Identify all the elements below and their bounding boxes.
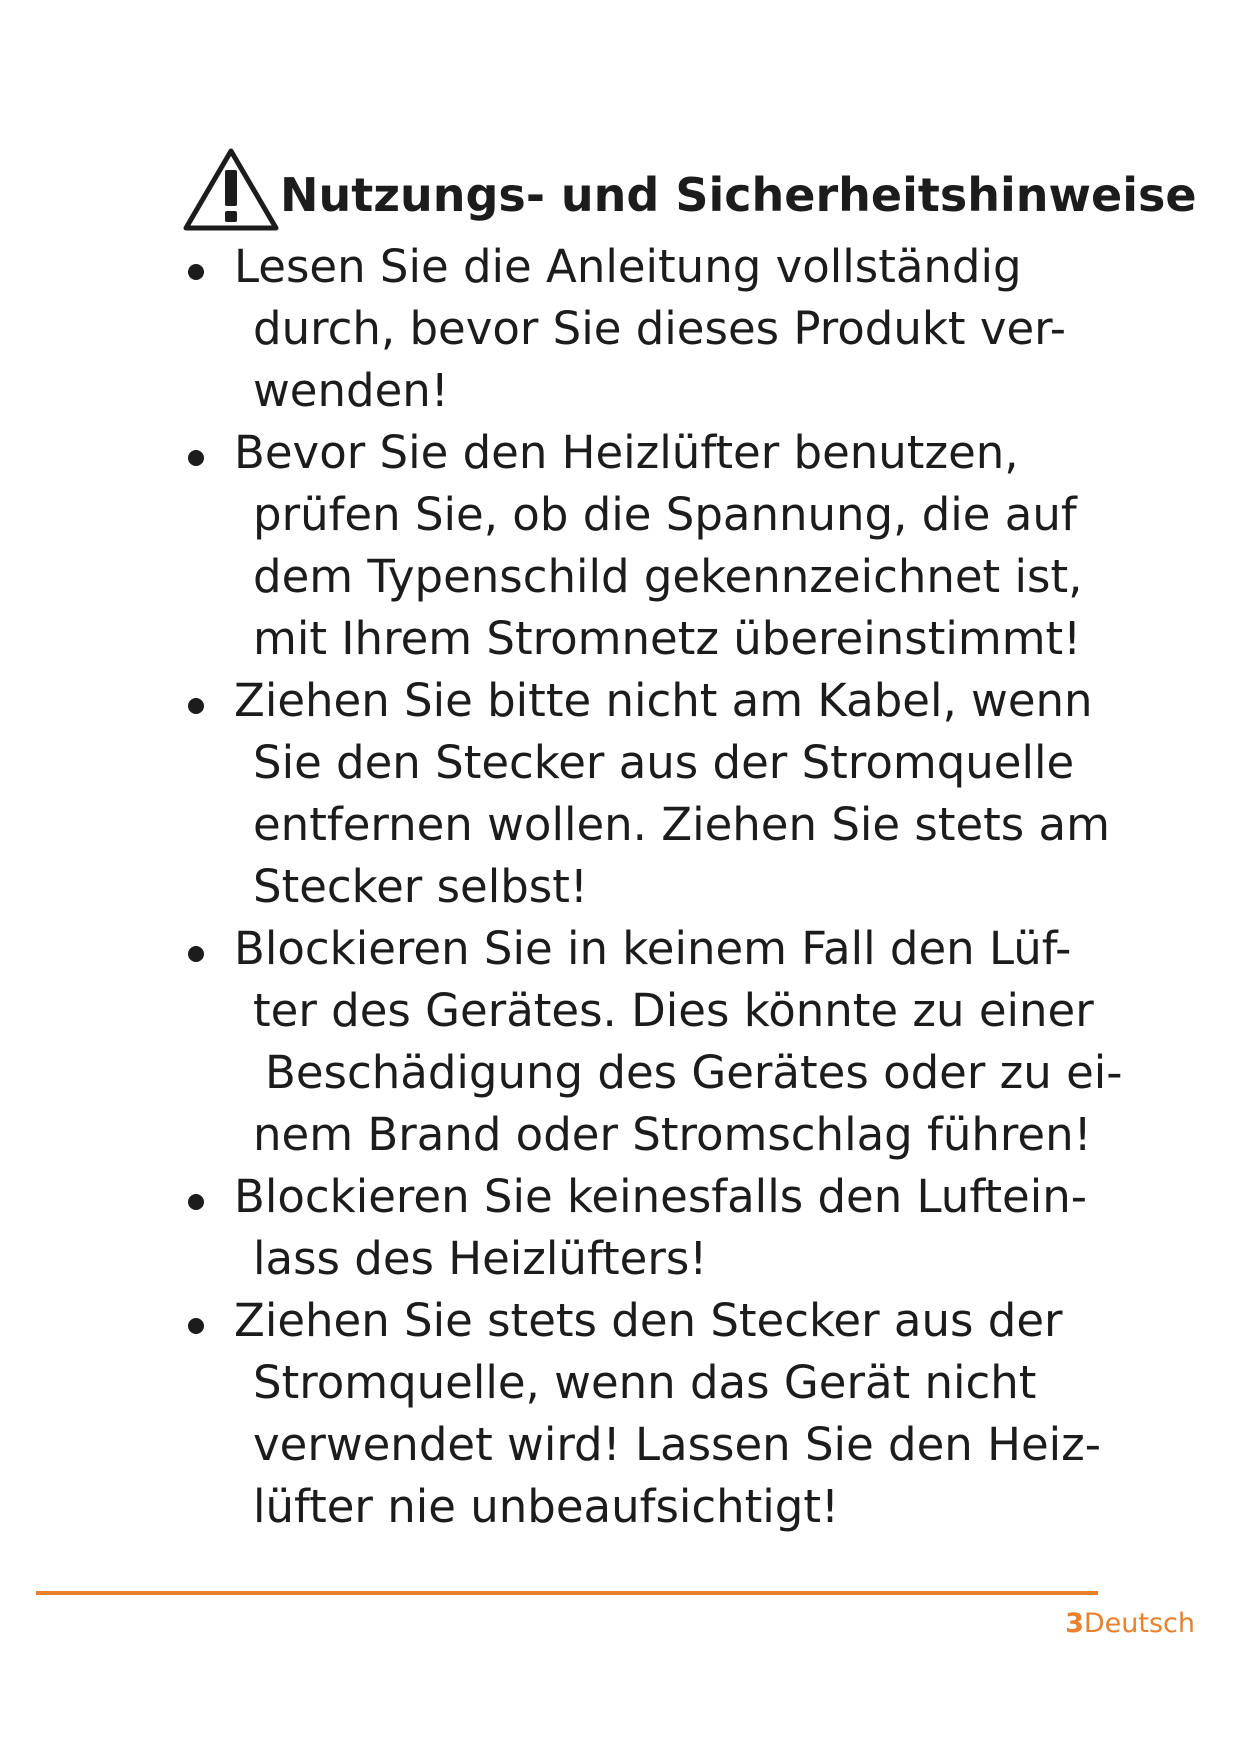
list-item (182, 1166, 1102, 1290)
item-line: Beschädigung des Gerätes oder zu ei- (265, 1046, 1123, 1099)
bullet-icon (188, 1194, 204, 1210)
item-line: Lesen Sie die Anleitung vollständig (234, 240, 1022, 293)
item-line: Blockieren Sie keinesfalls den Luftein- (234, 1170, 1087, 1223)
item-line: wenden! (253, 364, 449, 417)
list-item (182, 422, 1102, 670)
bullet-icon (188, 1318, 204, 1334)
list-item (182, 236, 1102, 422)
safety-instructions-list (182, 236, 1123, 1538)
list-item (182, 1290, 1102, 1538)
warning-triangle-icon (182, 146, 280, 232)
item-line: verwendet wird! Lassen Sie den Heiz- (253, 1418, 1102, 1471)
page-title: Nutzungs- und Sicherheitshinweise (280, 168, 1197, 222)
item-line: Blockieren Sie in keinem Fall den Lüf- (234, 922, 1072, 975)
bullet-icon (188, 698, 204, 714)
list-item (182, 918, 1123, 1166)
list-item (182, 670, 1110, 918)
item-line: Stromquelle, wenn das Gerät nicht (253, 1356, 1037, 1409)
item-line: Ziehen Sie bitte nicht am Kabel, wenn (234, 674, 1093, 727)
item-line: prüfen Sie, ob die Spannung, die auf (253, 488, 1077, 541)
section-heading (182, 146, 1197, 232)
item-line: entfernen wollen. Ziehen Sie stets am (253, 798, 1110, 851)
item-line: dem Typenschild gekennzeichnet ist, (253, 550, 1083, 603)
item-line: lüfter nie unbeaufsichtigt! (253, 1480, 840, 1533)
item-line: ter des Gerätes. Dies könnte zu einer (253, 984, 1094, 1037)
item-line: mit Ihrem Stromnetz übereinstimmt! (253, 612, 1082, 665)
item-line: lass des Heizlüfters! (253, 1232, 708, 1285)
item-line: nem Brand oder Stromschlag führen! (253, 1108, 1092, 1161)
page-footer-label (1065, 1608, 1195, 1639)
bullet-icon (188, 264, 204, 280)
bullet-icon (188, 450, 204, 466)
item-line: Sie den Stecker aus der Stromquelle (253, 736, 1075, 789)
item-line: durch, bevor Sie dieses Produkt ver- (253, 302, 1067, 355)
footer-language: Deutsch (1083, 1608, 1195, 1639)
item-line: Ziehen Sie stets den Stecker aus der (234, 1294, 1063, 1347)
bullet-icon (188, 946, 204, 962)
item-line: Stecker selbst! (253, 860, 588, 913)
footer-divider (36, 1591, 1098, 1595)
page-number: 3 (1065, 1608, 1084, 1639)
item-line: Bevor Sie den Heizlüfter benutzen, (234, 426, 1019, 479)
